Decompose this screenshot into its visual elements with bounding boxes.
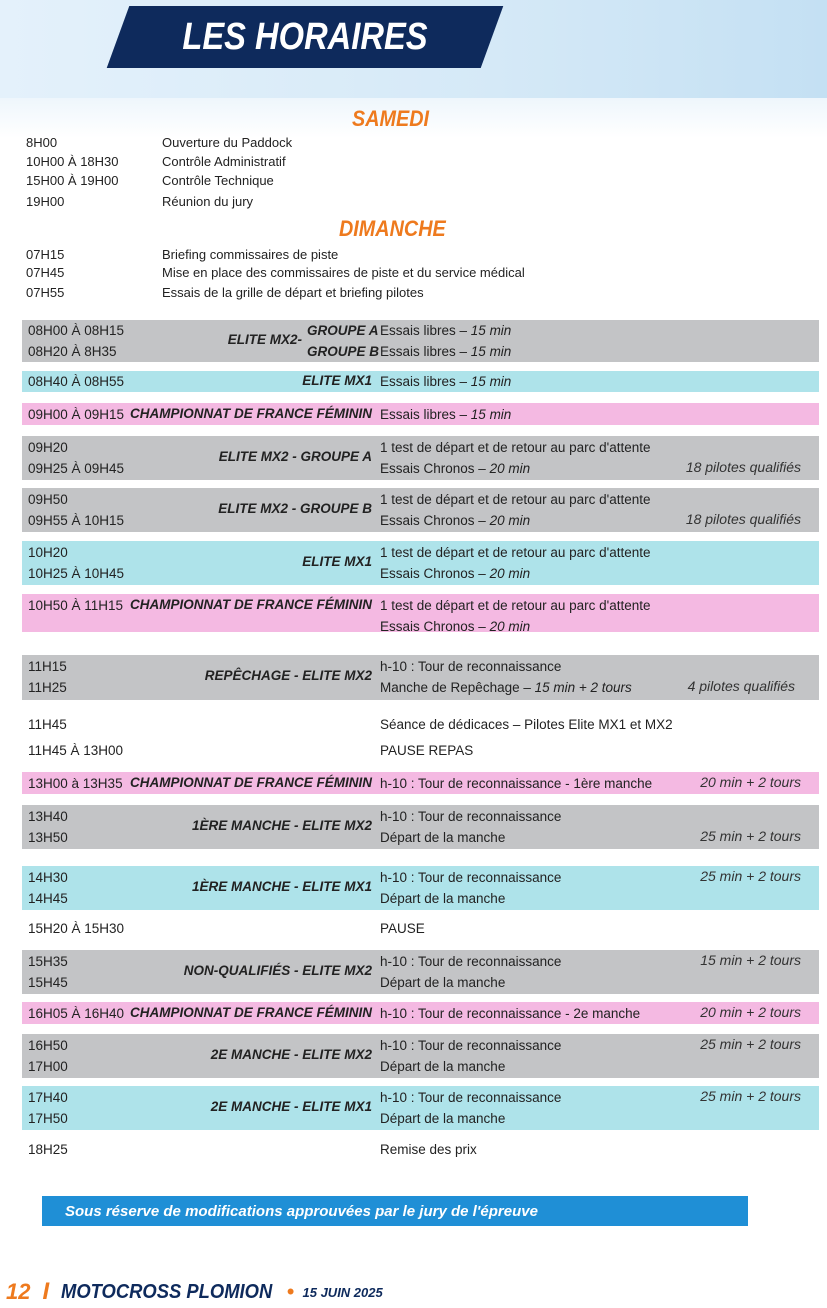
- notice-text: Sous réserve de modifications approuvées par le jury de l'épreuve: [65, 1202, 538, 1220]
- page-footer: [6, 1279, 383, 1305]
- schedule-block: [22, 1002, 819, 1024]
- schedule-block: [22, 541, 819, 585]
- activity-line: [380, 510, 651, 531]
- block-times: [28, 1035, 68, 1077]
- day-heading-sunday: DIMANCHE: [339, 216, 446, 241]
- activity-text: Essais libres –: [380, 323, 471, 338]
- block-times: [28, 740, 123, 761]
- block-category: CHAMPIONNAT DE FRANCE FÉMININ: [130, 597, 372, 612]
- activity-line: [380, 320, 511, 341]
- activity-text: Départ de la manche: [380, 891, 506, 906]
- time-line: 10H20: [28, 545, 68, 560]
- schedule-block: [22, 371, 819, 392]
- activity-text: Essais Chronos –: [380, 513, 490, 528]
- activity-text: Essais Chronos –: [380, 566, 490, 581]
- time-line: 16H05 À 16H40: [28, 1006, 125, 1021]
- block-note: 25 min + 2 tours: [700, 868, 801, 884]
- block-note: 18 pilotes qualifiés: [685, 511, 801, 527]
- row-time: 19H00: [26, 194, 65, 209]
- block-times: [28, 1139, 68, 1160]
- block-activities: [380, 806, 561, 848]
- block-activities: [380, 918, 425, 939]
- time-line: 13H00 à 13H35: [28, 776, 123, 791]
- schedule-block: [22, 594, 819, 632]
- activity-duration: 15 min: [470, 407, 512, 422]
- time-line: 10H25 À 10H45: [28, 566, 125, 581]
- row-time: 07H15: [26, 247, 65, 262]
- footer-separator: I: [42, 1278, 50, 1305]
- time-line: 15H45: [28, 975, 68, 990]
- block-category: CHAMPIONNAT DE FRANCE FÉMININ: [130, 1005, 372, 1020]
- activity-text: Séance de dédicaces – Pilotes Elite MX1 et MX2: [380, 717, 673, 732]
- time-line: 08H00 À 08H15: [28, 323, 125, 338]
- time-line: 11H45 À 13H00: [28, 743, 124, 758]
- schedule-block: [22, 805, 819, 849]
- activity-text: h-10 : Tour de reconnaissance: [380, 809, 562, 824]
- bullet-icon: •: [286, 1279, 295, 1304]
- activity-text: h-10 : Tour de reconnaissance - 2e manche: [380, 1006, 641, 1021]
- activity-text: h-10 : Tour de reconnaissance: [380, 870, 562, 885]
- activity-line: [380, 341, 511, 362]
- block-activities: [380, 320, 511, 362]
- row-time: 8H00: [26, 135, 58, 150]
- time-line: 08H20 À 8H35: [28, 344, 117, 359]
- block-category: NON-QUALIFIÉS - ELITE MX2: [183, 963, 372, 978]
- activity-duration: 15 min: [470, 344, 512, 359]
- activity-line: [380, 714, 673, 735]
- block-times: [28, 1003, 124, 1024]
- block-activities: [380, 951, 561, 993]
- block-activities: [380, 714, 673, 735]
- block-note: 4 pilotes qualifiés: [687, 678, 795, 694]
- schedule-block: [22, 918, 819, 940]
- row-description: Contrôle Administratif: [162, 154, 286, 169]
- block-note: 18 pilotes qualifiés: [685, 459, 801, 475]
- activity-text: h-10 : Tour de reconnaissance: [380, 659, 562, 674]
- row-description: Essais de la grille de départ et briefing pilotes: [162, 285, 424, 300]
- time-line: 17H40: [28, 1090, 68, 1105]
- activity-duration: 20 min: [489, 513, 531, 528]
- block-note: 25 min + 2 tours: [700, 1036, 801, 1052]
- block-times: [28, 542, 124, 584]
- block-times: [28, 773, 123, 794]
- block-note: 20 min + 2 tours: [700, 774, 801, 790]
- time-line: 15H35: [28, 954, 68, 969]
- page-number: 12: [6, 1279, 31, 1304]
- activity-line: [380, 1003, 640, 1024]
- block-category: 1ÈRE MANCHE - ELITE MX2: [191, 818, 372, 833]
- activity-line: [380, 1035, 561, 1056]
- row-time: 07H45: [26, 265, 65, 280]
- time-line: 18H25: [28, 1142, 68, 1157]
- activity-text: 1 test de départ et de retour au parc d'attente: [380, 598, 651, 613]
- activity-text: PAUSE REPAS: [380, 743, 474, 758]
- block-times: [28, 656, 67, 698]
- time-line: 15H20 À 15H30: [28, 921, 125, 936]
- block-activities: [380, 1139, 477, 1160]
- activity-duration: 15 min: [470, 374, 512, 389]
- block-activities: [380, 437, 651, 479]
- schedule-block: [22, 1086, 819, 1130]
- activity-line: [380, 972, 561, 993]
- time-line: 09H25 À 09H45: [28, 461, 125, 476]
- block-category: ELITE MX1: [302, 554, 372, 569]
- activity-text: Essais libres –: [380, 344, 471, 359]
- activity-line: [380, 1056, 561, 1077]
- block-times: [28, 404, 124, 425]
- schedule-block: [22, 866, 819, 910]
- publication-title: MOTOCROSS PLOMION: [61, 1280, 273, 1303]
- activity-text: h-10 : Tour de reconnaissance: [380, 1038, 562, 1053]
- activity-text: Essais libres –: [380, 374, 471, 389]
- activity-text: 1 test de départ et de retour au parc d'attente: [380, 545, 651, 560]
- schedule-block: [22, 714, 819, 736]
- activity-line: [380, 677, 632, 698]
- publication-date: 15 JUIN 2025: [302, 1284, 383, 1300]
- block-category: REPÊCHAGE - ELITE MX2: [204, 668, 372, 683]
- block-times: [28, 371, 124, 392]
- activity-line: [380, 489, 651, 510]
- block-times: [28, 714, 67, 735]
- block-groups: [307, 320, 379, 362]
- activity-line: [380, 867, 561, 888]
- time-line: 13H40: [28, 809, 68, 824]
- activity-duration: 20 min: [489, 461, 531, 476]
- time-line: 09H50: [28, 492, 68, 507]
- block-times: [28, 437, 124, 479]
- activity-line: [380, 951, 561, 972]
- time-line: 14H45: [28, 891, 68, 906]
- block-activities: [380, 773, 652, 794]
- row-description: Contrôle Technique: [162, 173, 274, 188]
- block-activities: [380, 404, 511, 425]
- row-description: Mise en place des commissaires de piste et du service médical: [162, 265, 525, 280]
- block-category: 2E MANCHE - ELITE MX2: [210, 1047, 372, 1062]
- time-line: 09H00 À 09H15: [28, 407, 125, 422]
- block-category: 1ÈRE MANCHE - ELITE MX1: [191, 879, 372, 894]
- group-label: GROUPE A: [307, 323, 379, 338]
- row-time: 10H00 À 18H30: [26, 154, 119, 169]
- activity-line: [380, 371, 511, 392]
- block-activities: [380, 1003, 640, 1024]
- activity-line: [380, 773, 652, 794]
- block-activities: [380, 740, 473, 761]
- activity-text: Essais Chronos –: [380, 461, 490, 476]
- activity-line: [380, 404, 511, 425]
- time-line: 08H40 À 08H55: [28, 374, 125, 389]
- block-activities: [380, 542, 651, 584]
- time-line: 09H20: [28, 440, 68, 455]
- activity-line: [380, 827, 561, 848]
- activity-text: h-10 : Tour de reconnaissance: [380, 954, 562, 969]
- activity-line: [380, 542, 651, 563]
- block-times: [28, 951, 68, 993]
- schedule-block: [22, 320, 819, 362]
- activity-line: [380, 616, 651, 637]
- activity-line: [380, 458, 651, 479]
- activity-text: 1 test de départ et de retour au parc d'attente: [380, 440, 651, 455]
- block-times: [28, 489, 124, 531]
- block-activities: [380, 656, 632, 698]
- activity-text: h-10 : Tour de reconnaissance - 1ère manche: [380, 776, 653, 791]
- time-line: 10H50 À 11H15: [28, 598, 124, 613]
- activity-line: [380, 918, 425, 939]
- activity-line: [380, 595, 651, 616]
- activity-text: h-10 : Tour de reconnaissance: [380, 1090, 562, 1105]
- block-activities: [380, 867, 561, 909]
- group-label: GROUPE B: [307, 344, 380, 359]
- block-category: CHAMPIONNAT DE FRANCE FÉMININ: [130, 775, 372, 790]
- block-times: [28, 918, 124, 939]
- activity-line: [380, 806, 561, 827]
- time-line: 13H50: [28, 830, 68, 845]
- activity-duration: 15 min + 2 tours: [534, 680, 632, 695]
- schedule-block: [22, 488, 819, 532]
- time-line: 11H45: [28, 717, 67, 732]
- block-times: [28, 320, 124, 362]
- schedule-block: [22, 740, 819, 762]
- activity-line: [380, 1108, 561, 1129]
- time-line: 14H30: [28, 870, 68, 885]
- schedule-block: [22, 1034, 819, 1078]
- activity-text: Départ de la manche: [380, 1059, 506, 1074]
- activity-line: [380, 656, 632, 677]
- activity-text: Départ de la manche: [380, 1111, 506, 1126]
- block-times: [28, 867, 68, 909]
- time-line: 17H00: [28, 1059, 68, 1074]
- block-times: [28, 595, 123, 616]
- activity-text: Remise des prix: [380, 1142, 477, 1157]
- block-category: ELITE MX2 - GROUPE A: [218, 449, 372, 464]
- activity-text: Essais libres –: [380, 407, 471, 422]
- block-category: ELITE MX1: [302, 373, 372, 388]
- activity-duration: 20 min: [489, 566, 531, 581]
- activity-duration: 20 min: [489, 619, 531, 634]
- page-title: LES HORAIRES: [182, 15, 428, 58]
- activity-line: [380, 740, 473, 761]
- block-note: 25 min + 2 tours: [700, 1088, 801, 1104]
- block-times: [28, 806, 68, 848]
- schedule-block: [22, 1139, 819, 1161]
- block-note: 15 min + 2 tours: [700, 952, 801, 968]
- block-activities: [380, 595, 651, 637]
- block-activities: [380, 1087, 561, 1129]
- block-times: [28, 1087, 68, 1129]
- activity-line: [380, 1139, 477, 1160]
- activity-line: [380, 437, 651, 458]
- block-activities: [380, 489, 651, 531]
- time-line: 11H25: [28, 680, 67, 695]
- activity-line: [380, 888, 561, 909]
- row-description: Briefing commissaires de piste: [162, 247, 339, 262]
- activity-duration: 15 min: [470, 323, 512, 338]
- block-category: 2E MANCHE - ELITE MX1: [210, 1099, 372, 1114]
- day-heading-saturday: SAMEDI: [352, 106, 430, 131]
- block-note: 20 min + 2 tours: [700, 1004, 801, 1020]
- row-time: 07H55: [26, 285, 65, 300]
- activity-text: 1 test de départ et de retour au parc d'attente: [380, 492, 651, 507]
- time-line: 16H50: [28, 1038, 68, 1053]
- schedule-block: [22, 772, 819, 794]
- activity-line: [380, 563, 651, 584]
- row-time: 15H00 À 19H00: [26, 173, 119, 188]
- block-activities: [380, 371, 511, 392]
- activity-text: PAUSE: [380, 921, 425, 936]
- notice-bar: [42, 1196, 748, 1226]
- activity-text: Départ de la manche: [380, 975, 506, 990]
- activity-text: Essais Chronos –: [380, 619, 490, 634]
- time-line: 09H55 À 10H15: [28, 513, 125, 528]
- schedule-block: [22, 950, 819, 994]
- block-activities: [380, 1035, 561, 1077]
- schedule-block: [22, 655, 819, 700]
- activity-line: [380, 1087, 561, 1108]
- block-category: ELITE MX2 - GROUPE B: [218, 501, 372, 516]
- block-note: 25 min + 2 tours: [700, 828, 801, 844]
- activity-text: Départ de la manche: [380, 830, 506, 845]
- time-line: 11H15: [28, 659, 67, 674]
- time-line: 17H50: [28, 1111, 68, 1126]
- row-description: Ouverture du Paddock: [162, 135, 293, 150]
- row-description: Réunion du jury: [162, 194, 254, 209]
- block-category: ELITE MX2-: [227, 332, 302, 347]
- schedule-block: [22, 403, 819, 425]
- activity-text: Manche de Repêchage –: [380, 680, 535, 695]
- block-category: CHAMPIONNAT DE FRANCE FÉMININ: [130, 406, 372, 421]
- schedule-block: [22, 436, 819, 480]
